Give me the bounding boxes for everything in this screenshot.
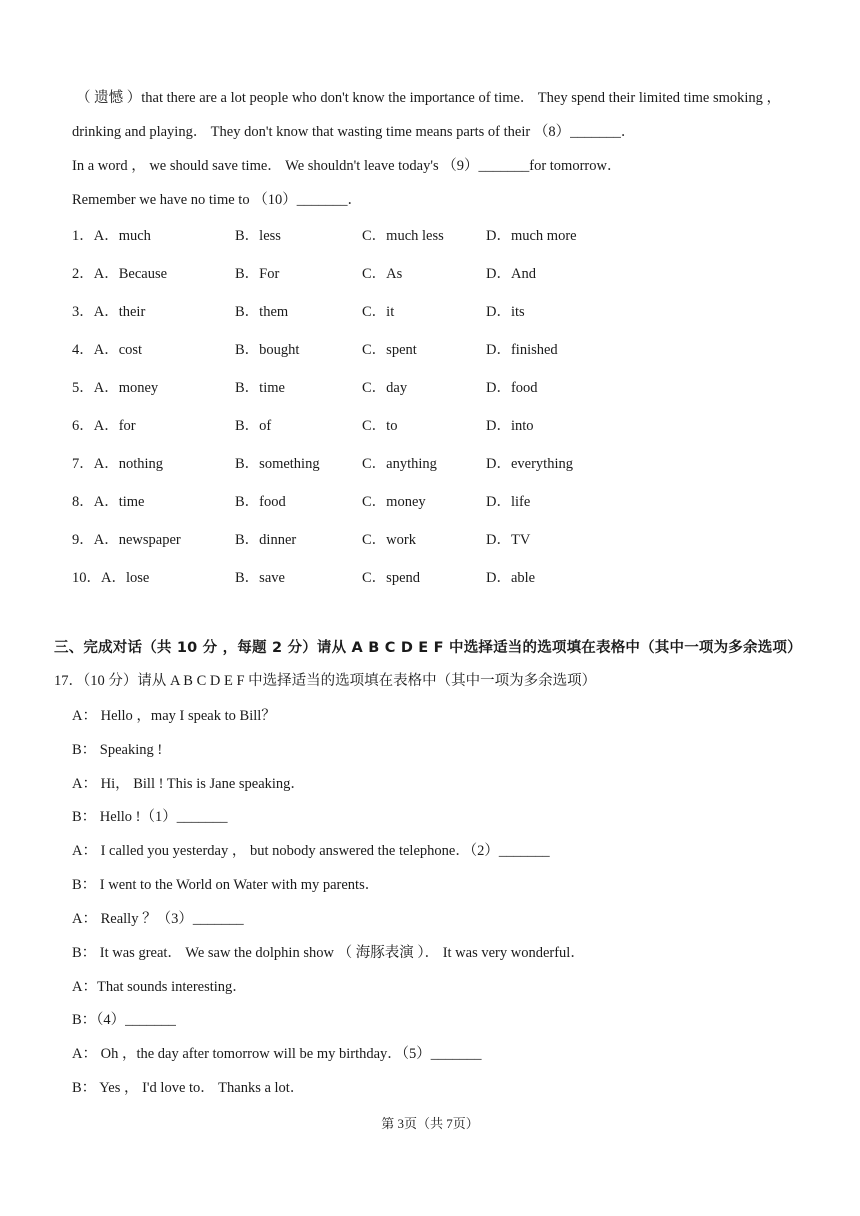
dialog-line: A： Oh ，the day after tomorrow will be my birthday．（5）_______ <box>72 1046 482 1062</box>
question-title: 17．（10 分）请从 A B C D E F 中选择适当的选项填在表格中（其中一项为多余选项） <box>54 673 597 689</box>
option-a: 7．A．nothing <box>72 456 164 472</box>
choice-row <box>72 376 712 396</box>
dialog-line: B： It was great． We saw the dolphin show （ 海豚表演 ）． It was very wonderful． <box>72 945 585 961</box>
option-b: B．food <box>235 494 286 510</box>
passage-line-4: Remember we have no time to （10）_______． <box>72 192 362 208</box>
option-a: 5．A．money <box>72 380 159 396</box>
dialog-line: A： I called you yesterday ， but nobody answered the telephone．（2）_______ <box>72 843 550 859</box>
option-c: C．spend <box>362 570 420 586</box>
option-d: D．into <box>486 418 534 434</box>
option-d: D．everything <box>486 456 573 472</box>
option-d: D．its <box>486 304 525 320</box>
option-c: C．to <box>362 418 398 434</box>
choice-row <box>72 224 712 244</box>
option-b: B．save <box>235 570 285 586</box>
choice-row <box>72 566 712 586</box>
option-a: 4．A．cost <box>72 342 143 358</box>
option-a: 3．A．their <box>72 304 146 320</box>
passage-line-2: drinking and playing． They don't know that wasting time means parts of their （8）_______． <box>72 124 636 140</box>
dialog-line: A： Hi， Bill ! This is Jane speaking． <box>72 776 305 792</box>
option-a: 10．A．lose <box>72 570 150 586</box>
option-c: C．it <box>362 304 395 320</box>
passage-line-1: （ 遗憾 ）that there are a lot people who don't know the importance of time． They spend their limited time smoking ， <box>76 90 782 106</box>
option-a: 9．A．newspaper <box>72 532 181 548</box>
dialog-line: B： I went to the World on Water with my parents． <box>72 877 380 893</box>
option-c: C．work <box>362 532 416 548</box>
option-c: C．money <box>362 494 426 510</box>
option-d: D．TV <box>486 532 531 548</box>
option-b: B．For <box>235 266 280 282</box>
page-footer: 第 3页（共 7页） <box>381 1116 479 1131</box>
option-d: D．food <box>486 380 538 396</box>
option-b: B．bought <box>235 342 300 358</box>
choice-row <box>72 528 712 548</box>
option-b: B．time <box>235 380 285 396</box>
option-d: D．life <box>486 494 531 510</box>
choice-row <box>72 452 712 472</box>
option-b: B．dinner <box>235 532 297 548</box>
dialog-line: A： Hello ，may I speak to Bill？ <box>72 708 276 724</box>
option-c: C．As <box>362 266 403 282</box>
choice-row <box>72 300 712 320</box>
dialog-line: A： Really ？（3）_______ <box>72 911 244 927</box>
option-b: B．of <box>235 418 272 434</box>
option-d: D．And <box>486 266 536 282</box>
choice-row <box>72 262 712 282</box>
dialog-line: B： Yes ， I'd love to． Thanks a lot． <box>72 1080 305 1096</box>
option-d: D．much more <box>486 228 577 244</box>
dialog-line: B：（4）_______ <box>72 1012 176 1028</box>
option-b: B．less <box>235 228 281 244</box>
option-a: 1．A．much <box>72 228 151 244</box>
option-c: C．anything <box>362 456 437 472</box>
option-a: 6．A．for <box>72 418 136 434</box>
option-a: 2．A．Because <box>72 266 168 282</box>
option-a: 8．A．time <box>72 494 145 510</box>
dialog-line: B： Speaking ! <box>72 742 163 758</box>
option-c: C．spent <box>362 342 417 358</box>
option-b: B．something <box>235 456 320 472</box>
choice-row <box>72 490 712 510</box>
dialog-line: B： Hello !（1）_______ <box>72 809 228 825</box>
option-c: C．day <box>362 380 408 396</box>
section-heading: 三、完成对话（共 10 分 ，每题 2 分）请从 A B C D E F 中选择适当的选项填在表格中（其中一项为多余选项） <box>54 640 802 656</box>
option-d: D．finished <box>486 342 558 358</box>
option-d: D．able <box>486 570 536 586</box>
option-c: C．much less <box>362 228 444 244</box>
option-b: B．them <box>235 304 289 320</box>
choice-row <box>72 338 712 358</box>
choice-row <box>72 414 712 434</box>
dialog-line: A：That sounds interesting． <box>72 979 247 995</box>
passage-line-3: In a word ， we should save time． We shouldn't leave today's （9）_______for tomorrow． <box>72 158 622 174</box>
